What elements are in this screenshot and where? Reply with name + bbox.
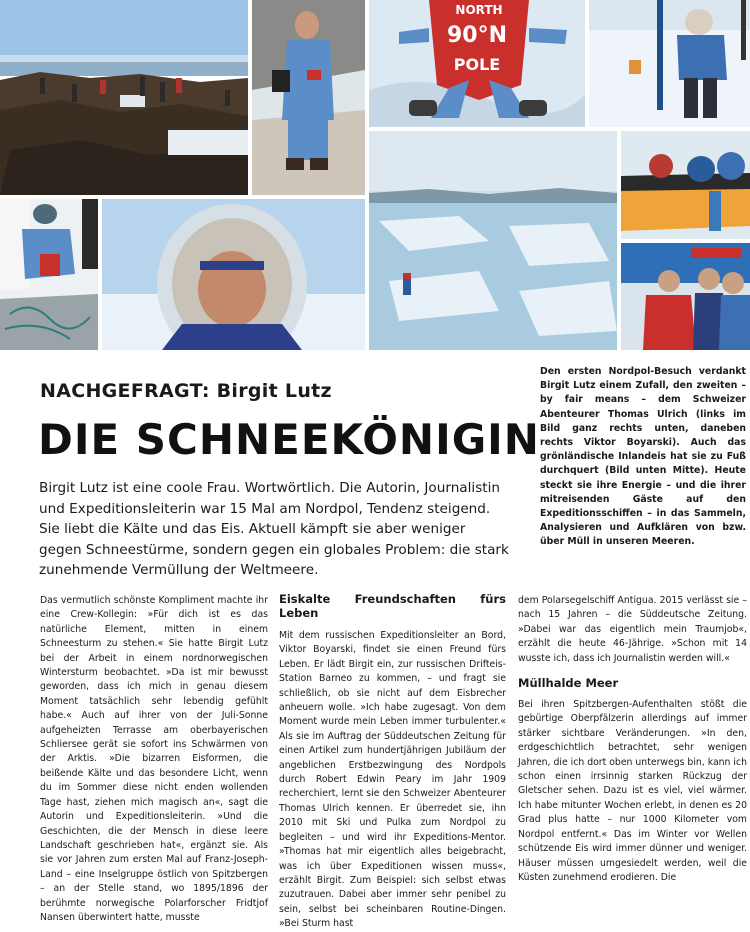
photo-greenland-ice xyxy=(369,131,617,350)
sign-north: NORTH xyxy=(455,3,503,17)
column-3-intro: dem Polarsegelschiff Antigua. 2015 verlässt sie – nach 15 Jahren – die Süddeutsche Zeitung. »Dabei war das eigentlich mein Traumjob«, erzählt die heute 46-Jährige. »Schon mit 14 wusste ich, dass ich Journalistin werden will.« xyxy=(518,595,747,664)
column-3-text: Bei ihren Spitzbergen-Aufenthalten stößt die gebürtige Oberpfälzerin allerdings auf immer stärker sichtbare Veränderungen. »In den, erdgeschichtlich betrachtet, sehr wenigen Jahren, die ich dort oben unterwegs bin, kann ich schon einen irrsinnig starken Rückzug der Gletscher sehen. Dazu ist es viel, viel wärmer. Ich habe mitunter Wochen erlebt, in denen es 20 Grad plus hatte – nur 1000 Kilometer vom Nordpol entfernt.« Das im Winter vor Wellen schützende Eis wird immer dünner und weniger. Häuser müssen umgesiedelt werden, weil die Küsten zunehmend erodieren. Die xyxy=(518,699,747,883)
sign-90n: 90°N xyxy=(446,23,508,48)
photo-skier xyxy=(589,0,750,127)
photo-boat-passengers xyxy=(621,131,750,239)
article-kicker: NACHGEFRAGT: Birgit Lutz xyxy=(40,380,332,402)
section-heading-friendships: Eiskalte Freundschaften fürs Leben xyxy=(279,592,506,620)
photo-north-pole-sign xyxy=(369,0,585,127)
photo-group-helicopter xyxy=(621,243,750,350)
photo-rocky-shore xyxy=(0,0,248,195)
article-column-3 xyxy=(518,594,747,885)
photo-frosty-face xyxy=(102,199,365,350)
article-lead: Birgit Lutz ist eine coole Frau. Wortwörtlich. Die Autorin, Journalistin und Expeditionsleiterin war 15 Mal am Nordpol, Tendenz steigend. Sie liebt die Kälte und das Eis. Aktuell kämpft sie aber weniger gegen Schneestürme, sondern gegen ein globales Problem: die stark zunehmende Vermüllung der Weltmeere. xyxy=(39,480,509,579)
section-heading-ocean-waste: Müllhalde Meer xyxy=(518,676,619,691)
column-1-text: Das vermutlich schönste Kompliment machte ihr eine Crew-Kollegin: »Für dich ist es das natürliche Element, mitten in einem Schneesturm zu stehen.« Sie hatte Birgit Lutz bei der Arbeit in einem nordnorwegischen Wintersturm beobachtet. »Da ist mir bewusst geworden, dass ich mich in genau diesem Moment tatsächlich sehr lebendig gefühlt habe.« Auch auf ihrer von der Juli-Sonne aufgeheizten Terrasse am oberbayerischen Schliersee gerät sie sofort ins Schwärmen von der Arktis. »Die bizarren Eisformen, die beißende Kälte und das besondere Licht, wenn du im Sommer diese nicht enden wollenden Tage hast, ziehen mich magisch an«, sagt die Autorin und Expeditionsleiterin. »Und die Geschichten, die der Mensch in diese leere Landschaft geschrieben hat«, ergänzt sie. Als sie vor Jahren zum ersten Mal auf Franz-Joseph-Land – eine Inselgruppe östlich von Spitzbergen – an der Stelle stand, wo 1895/1896 der berühmte norwegische Polarforscher Fridtjof Nansen überwintert hatte, musste xyxy=(40,595,268,923)
article-column-1 xyxy=(40,594,268,925)
photo-woman-sorting xyxy=(0,199,98,350)
sign-pole: POLE xyxy=(453,55,501,74)
photo-woman-camera xyxy=(252,0,365,195)
column-2-text: Mit dem russischen Expeditionsleiter an Bord, Viktor Boyarski, findet sie einen Freund fürs Leben. Er lädt Birgit ein, zur russischen Drifteis-Station Barneo zu kommen, – und fragt sie schließlich, ob sie nicht auf dem Eisbrecher anheuern wolle. »Ich habe zugesagt. Von dem Moment wurde mein Leben immer turbulenter.« Als sie im Auftrag der Süddeutschen Zeitung für einen Artikel zum hundertjährigen Jubiläum der angeblichen Erstbezwingung des Nordpols durch Robert Edwin Peary im Jahr 1909 recherchiert, lernt sie den Schweizer Abenteurer Thomas Ulrich kennen. Er überredet sie, ihn 2010 mit Ski und Pulka zum Nordpol zu begleiten – und wird ihr Expeditions-Mentor. »Thomas hat mir eigentlich alles beigebracht, was ich über Expeditionen wissen muss«, erzählt Birgit. Zum Beispiel: sich selbst etwas zuzutrauen. Dabei aber immer sehr penibel zu sein, selbst bei scheinbaren Routine-Dingen. »Bei Sturm hast xyxy=(279,630,506,930)
photo-caption: Den ersten Nordpol-Besuch verdankt Birgit Lutz einem Zufall, den zweiten – by fair means – dem Schweizer Abenteurer Thomas Ulrich (links im Bild ganz rechts unten, daneben rechts Viktor Boyarski). Auch das grönländische Inlandeis hat sie zu Fuß durchquert (Bild unten Mitte). Heute steckt sie ihre Energie – und die ihrer mitreisenden Gäste auf den Expeditionsschiffen – in das Sammeln, Analysieren und Aufklären von bzw. über Müll in unseren Meeren. xyxy=(540,366,746,548)
article-title: DIE SCHNEEKÖNIGIN xyxy=(38,415,540,464)
article-column-2 xyxy=(279,592,506,932)
